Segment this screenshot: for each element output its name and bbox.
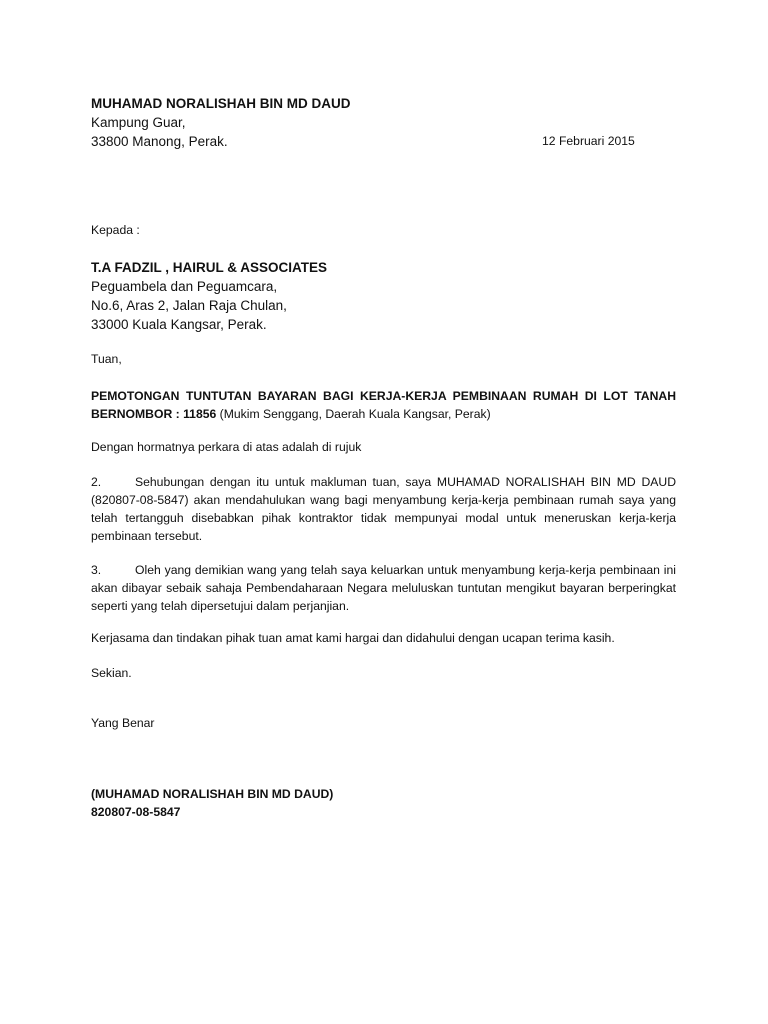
recipient-line2: No.6, Aras 2, Jalan Raja Chulan, <box>91 298 287 313</box>
intro-paragraph: Dengan hormatnya perkara di atas adalah di rujuk <box>91 440 362 454</box>
signatory-ic-number: 820807-08-5847 <box>91 805 181 819</box>
thanks-paragraph: Kerjasama dan tindakan pihak tuan amat kami hargai dan didahului dengan ucapan terima kasih. <box>91 631 615 645</box>
paragraph-2-number: 2. <box>91 475 102 489</box>
recipient-line1: Peguambela dan Peguamcara, <box>91 279 278 294</box>
signatory-name: (MUHAMAD NORALISHAH BIN MD DAUD) <box>91 787 334 801</box>
paragraph-2-text: Sehubungan dengan itu untuk makluman tuan, saya MUHAMAD NORALISHAH BIN MD DAUD (820807-08-5847) akan mendahulukan wang bagi menyambung kerja-kerja pembinaan rumah saya yang telah tertangguh disebabkan pihak kontraktor tidak mempunyai modal untuk meneruskan kerja-kerja pembinaan tersebut. <box>91 475 676 543</box>
closing-sekian: Sekian. <box>91 666 132 680</box>
paragraph-2 <box>91 473 676 545</box>
letter-date: 12 Februari 2015 <box>542 134 635 148</box>
sender-name: MUHAMAD NORALISHAH BIN MD DAUD <box>91 96 351 111</box>
subject-line <box>91 387 676 423</box>
sender-address-line2: 33800 Manong, Perak. <box>91 134 228 149</box>
subject-rest: (Mukim Senggang, Daerah Kuala Kangsar, Perak) <box>216 407 491 421</box>
recipient-firm: T.A FADZIL , HAIRUL & ASSOCIATES <box>91 260 328 275</box>
sender-address-line1: Kampung Guar, <box>91 115 186 130</box>
to-label: Kepada : <box>91 223 140 237</box>
recipient-line3: 33000 Kuala Kangsar, Perak. <box>91 317 267 332</box>
paragraph-3-text: Oleh yang demikian wang yang telah saya keluarkan untuk menyambung kerja-kerja pembinaan ini akan dibayar sebaik sahaja Pembendaharaan Negara meluluskan tuntutan mengikut bayaran berperingkat seperti yang telah dipersetujui dalam perjanjian. <box>91 563 676 613</box>
paragraph-3-number: 3. <box>91 563 102 577</box>
paragraph-3 <box>91 561 676 615</box>
salutation: Tuan, <box>91 352 122 366</box>
closing-yang-benar: Yang Benar <box>91 716 155 730</box>
subject-bold: PEMOTONGAN TUNTUTAN BAYARAN BAGI KERJA-KERJA PEMBINAAN RUMAH DI LOT TANAH BERNOMBOR : 11856 <box>91 389 676 421</box>
